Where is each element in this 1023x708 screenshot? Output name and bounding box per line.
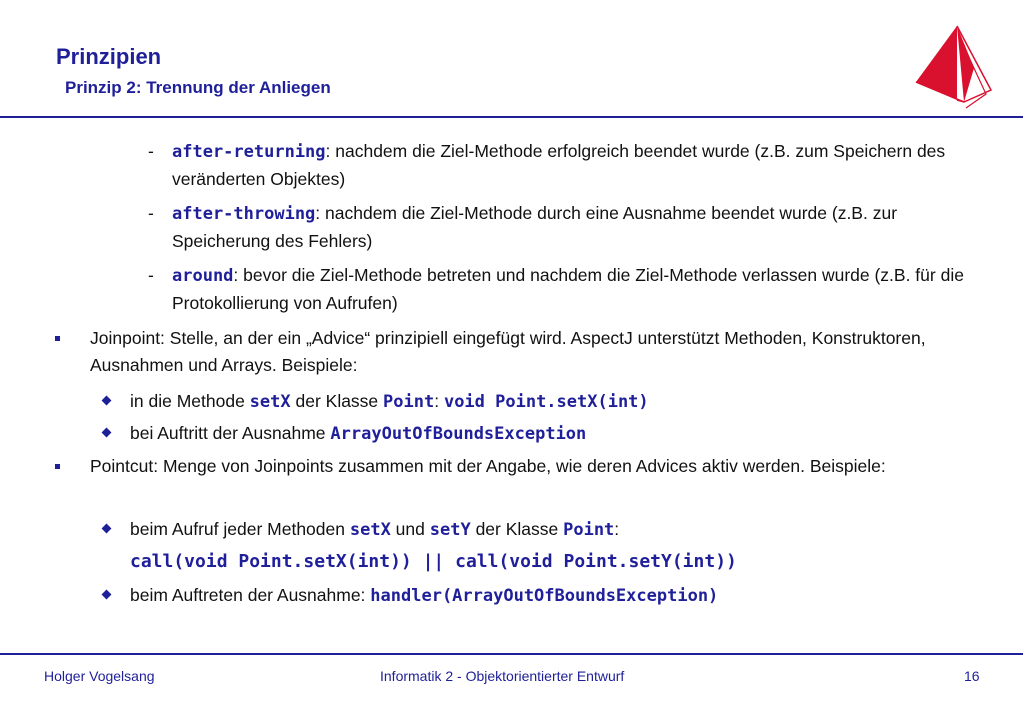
- joinpoint-text: Joinpoint: Stelle, an der ein „Advice“ prinzipiell eingefügt wird. AspectJ unterstützt Methoden, Konstruktoren, Ausnahmen und Arrays. Beispiele:: [90, 328, 926, 375]
- code-handler: handler(ArrayOutOfBoundsException): [370, 586, 719, 606]
- code-setX: setX: [249, 392, 291, 412]
- footer-course: Informatik 2 - Objektorientierter Entwurf: [380, 668, 625, 684]
- slide-content: [0, 138, 1023, 612]
- dash-bullet: -: [148, 265, 154, 285]
- after-throwing-text: : nachdem die Ziel-Methode durch eine Ausnahme beendet wurde (z.B. zur Speicherung des Fehlers): [172, 203, 898, 251]
- text-span: beim Auftreten der Ausnahme:: [130, 585, 371, 605]
- code-setX: setX: [349, 520, 391, 540]
- square-bullet-icon: [55, 464, 60, 469]
- dash-bullet: -: [148, 141, 154, 161]
- header-divider: [0, 116, 1023, 118]
- page-number: 16: [964, 668, 980, 684]
- text-span: und: [390, 519, 430, 539]
- diamond-bullet-icon: [102, 524, 112, 534]
- diamond-bullet-icon: [102, 428, 112, 438]
- code-exception: ArrayOutOfBoundsException: [330, 424, 587, 444]
- code-call-expression: call(void Point.setX(int)) || call(void Point.setY(int)): [130, 551, 737, 572]
- code-setY: setY: [429, 520, 471, 540]
- footer-divider: [0, 653, 1023, 655]
- dash-bullet: -: [148, 203, 154, 223]
- sail-logo: [912, 24, 994, 112]
- list-item-joinpoint-example-2: [0, 420, 1023, 453]
- keyword-after-throwing: after-throwing: [172, 204, 316, 224]
- around-text: : bevor die Ziel-Methode betreten und nachdem die Ziel-Methode verlassen wurde (z.B. für die Protokollierung von Aufrufen): [172, 265, 964, 313]
- list-item-joinpoint-example-1: [0, 388, 1023, 420]
- footer-author: Holger Vogelsang: [44, 668, 155, 684]
- list-item-after-returning: [0, 138, 1023, 200]
- after-returning-text: : nachdem die Ziel-Methode erfolgreich beendet wurde (z.B. zum Speichern des veränderten Objektes): [172, 141, 946, 189]
- code-point: Point: [383, 392, 435, 412]
- text-span: der Klasse: [290, 391, 384, 411]
- text-span: beim Aufruf jeder Methoden: [130, 519, 350, 539]
- keyword-around: around: [172, 266, 234, 286]
- square-bullet-icon: [55, 336, 60, 341]
- text-span: :: [614, 519, 620, 539]
- code-signature: void Point.setX(int): [443, 392, 649, 412]
- list-item-after-throwing: [0, 200, 1023, 262]
- text-span: :: [434, 391, 444, 411]
- slide-subtitle: Prinzip 2: Trennung der Anliegen: [65, 78, 331, 97]
- list-item-pointcut-example-2: [0, 582, 1023, 612]
- slide-title: Prinzipien: [56, 44, 162, 69]
- diamond-bullet-icon: [102, 590, 112, 600]
- list-item-joinpoint: [0, 325, 1023, 388]
- text-span: in die Methode: [130, 391, 250, 411]
- pointcut-text: Pointcut: Menge von Joinpoints zusammen mit der Angabe, wie deren Advices aktiv werden. Beispiele:: [90, 456, 886, 476]
- keyword-after-returning: after-returning: [172, 142, 326, 162]
- list-item-pointcut-example-1: [0, 516, 1023, 582]
- list-item-around: [0, 262, 1023, 325]
- code-point: Point: [563, 520, 615, 540]
- text-span: der Klasse: [470, 519, 564, 539]
- diamond-bullet-icon: [102, 396, 112, 406]
- text-span: bei Auftritt der Ausnahme: [130, 423, 331, 443]
- list-item-pointcut: [0, 453, 1023, 516]
